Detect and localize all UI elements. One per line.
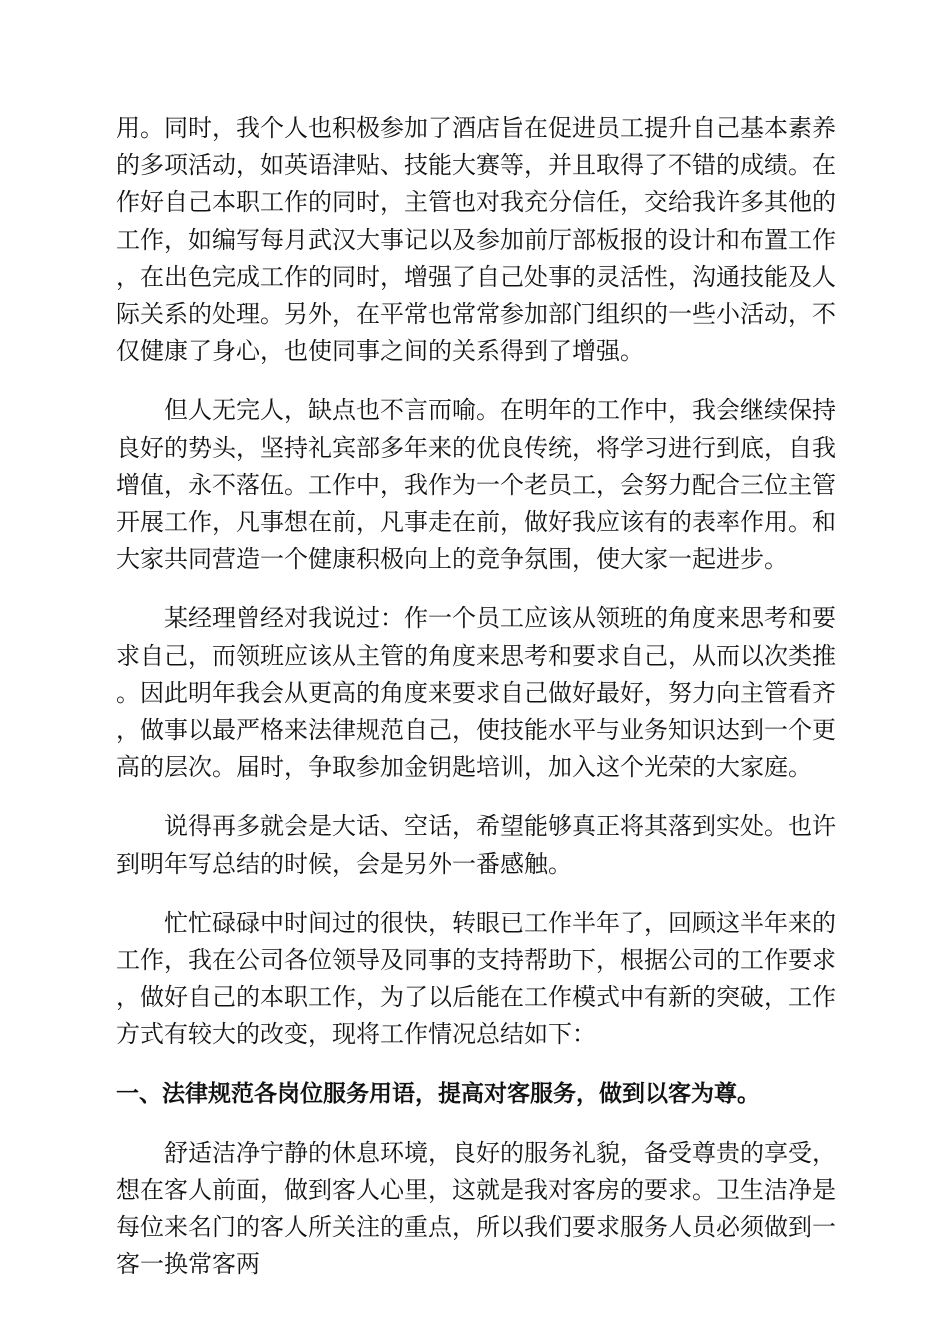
document-body [116, 110, 836, 1306]
paragraph-half-year-summary: 忙忙碌碌中时间过的很快，转眼已工作半年了，回顾这半年来的工作，我在公司各位领导及同事的支持帮助下，根据公司的工作要求，做好自己的本职工作，为了以后能在工作模式中有新的突破，工作方式有较大的改变，现将工作情况总结如下： [116, 908, 836, 1049]
paragraph-continuation: 用。同时，我个人也积极参加了酒店旨在促进员工提升自己基本素养的多项活动，如英语津贴、技能大赛等，并且取得了不错的成绩。在作好自己本职工作的同时，主管也对我充分信任，交给我许多其他的工作，如编写每月武汉大事记以及参加前厅部板报的设计和布置工作，在出色完成工作的同时，增强了自己处事的灵活性，沟通技能及人际关系的处理。另外，在平常也常常参加部门组织的一些小活动，不仅健康了身心，也使同事之间的关系得到了增强。 [116, 114, 836, 366]
paragraph-room-service: 舒适洁净宁静的休息环境，良好的服务礼貌，备受尊贵的享受，想在客人前面，做到客人心里，这就是我对客房的要求。卫生洁净是每位来名门的客人所关注的重点，所以我们要求服务人员必须做到一客一换常客两 [116, 1138, 836, 1279]
paragraph-manager-advice: 某经理曾经对我说过：作一个员工应该从领班的角度来思考和要求自己，而领班应该从主管的角度来思考和要求自己，从而以次类推。因此明年我会从更高的角度来要求自己做好最好，努力向主管看齐，做事以最严格来法律规范自己，使技能水平与业务知识达到一个更高的层次。届时，争取参加金钥匙培训，加入这个光荣的大家庭。 [116, 604, 836, 782]
section-heading-1: 一、法律规范各岗位服务用语，提高对客服务，做到以客为尊。 [116, 1080, 760, 1107]
paragraph-closing-remark: 说得再多就会是大话、空话，希望能够真正将其落到实处。也许到明年写总结的时候，会是另外一番感触。 [116, 812, 836, 878]
paragraph-shortcomings: 但人无完人，缺点也不言而喻。在明年的工作中，我会继续保持良好的势头，坚持礼宾部多年来的优良传统，将学习进行到底，自我增值，永不落伍。工作中，我作为一个老员工，会努力配合三位主管开展工作，凡事想在前，凡事走在前，做好我应该有的表率作用。和大家共同营造一个健康积极向上的竞争氛围，使大家一起进步。 [116, 396, 836, 574]
